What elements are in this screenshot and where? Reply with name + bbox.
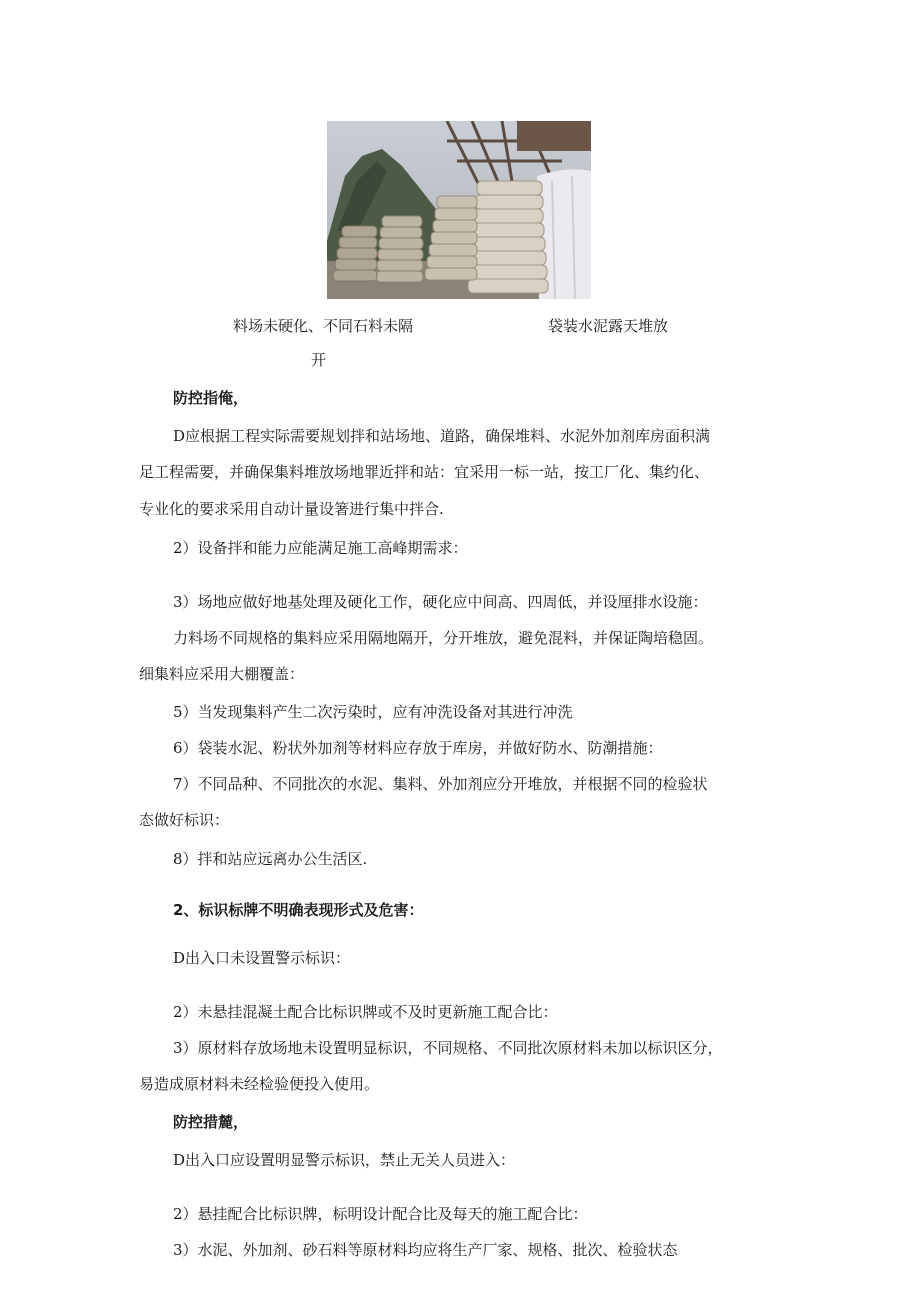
- section3-heading: 防控措麓，: [173, 1113, 249, 1131]
- caption-left-line1: 料场未硬化、不同石料未隔: [233, 317, 414, 335]
- section3-p2: 2）悬挂配合比标识牌，标明设计配合比及每天的施工配合比：: [173, 1205, 588, 1223]
- section1-heading: 防控指俺，: [173, 389, 249, 407]
- section1-p7-line2: 态做好标识：: [139, 811, 230, 829]
- section1-p8: 8）拌和站应远离办公生活区.: [173, 850, 368, 868]
- section1-p5: 5）当发现集料产生二次污染时，应有冲洗设备对其进行冲洗: [173, 703, 573, 721]
- cement-bags-illustration: [327, 121, 591, 299]
- section2-p3-line2: 易造成原材料未经检验便投入使用。: [139, 1075, 380, 1093]
- section2-p3-line1: 3）原材料存放场地未设置明显标识，不同规格、不同批次原材料未加以标识区分，: [173, 1039, 723, 1057]
- caption-left-line2: 开: [311, 351, 327, 369]
- section1-p4-line2: 细集料应采用大棚覆盖：: [139, 665, 305, 683]
- section1-p6: 6）袋装水泥、粉状外加剂等材料应存放于库房，并做好防水、防潮措施：: [173, 739, 663, 757]
- caption-right: 袋装水泥露天堆放: [548, 317, 669, 335]
- section2-p1: D出入口未设置警示标识：: [173, 949, 351, 967]
- cement-bags-photo: [327, 121, 591, 299]
- section2-heading: 2、标识标牌不明确表现形式及危害：: [173, 901, 424, 919]
- section1-p2: 2）设备拌和能力应能满足施工高峰期需求：: [173, 539, 468, 557]
- section2-p2: 2）未悬挂混凝土配合比标识牌或不及时更新施工配合比：: [173, 1003, 558, 1021]
- section1-p7-line1: 7）不同品种、不同批次的水泥、集料、外加剂应分开堆放，并根据不同的检验状: [173, 775, 708, 793]
- section1-p1-line3: 专业化的要求采用自动计量设箸进行集中拌合.: [139, 500, 444, 518]
- section1-p1-line2: 足工程需要，并确保集料堆放场地罪近拌和站：宜采用一标一站，按工厂化、集约化、: [139, 463, 710, 481]
- section1-p3: 3）场地应做好地基处理及硬化工作，硬化应中间高、四周低，并设厘排水设施：: [173, 593, 708, 611]
- section1-p4-line1: 力料场不同规格的集料应采用隔地隔开，分开堆放，避免混料，并保证陶培稳固。: [173, 629, 714, 647]
- section1-p1-line1: D应根据工程实际需要规划拌和站场地、道路，确保堆料、水泥外加剂库房面积满: [173, 427, 711, 445]
- section3-p1: D出入口应设置明显警示标识，禁止无关人员进入：: [173, 1151, 516, 1169]
- section3-p3: 3）水泥、外加剂、砂石料等原材料均应将生产厂家、规格、批次、检验状态: [173, 1241, 678, 1259]
